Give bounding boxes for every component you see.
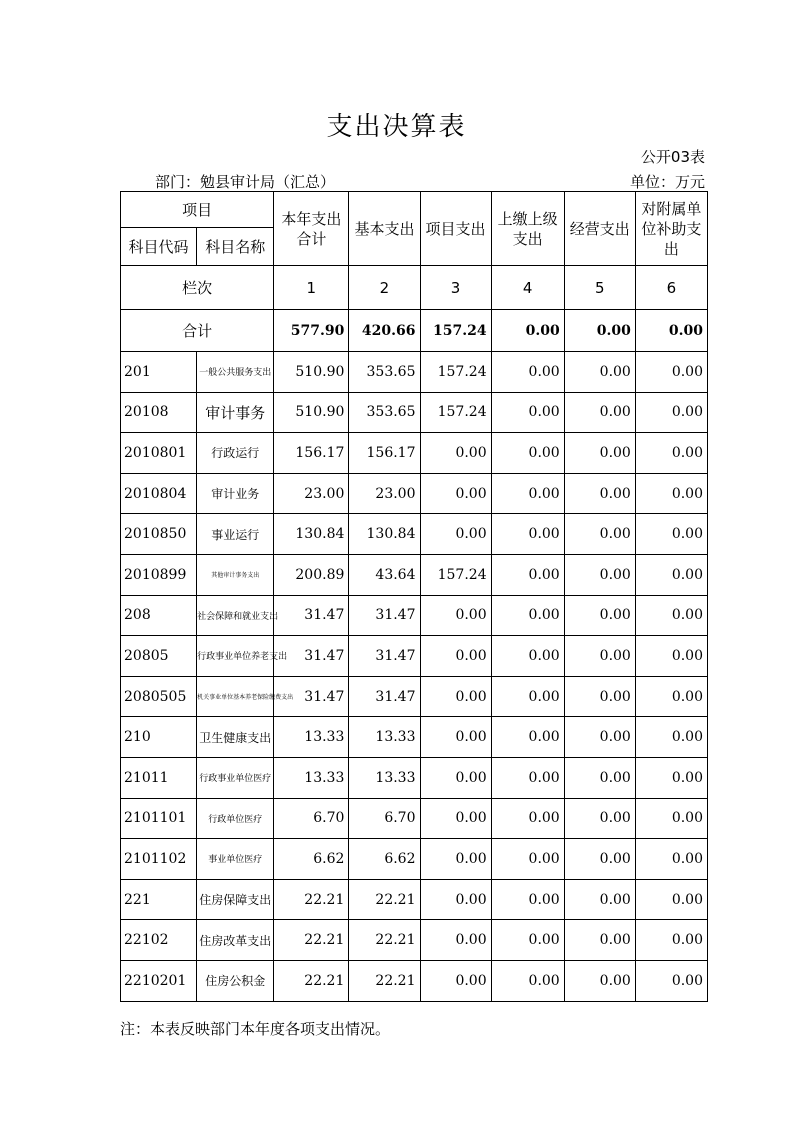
- table-row: [121, 433, 708, 474]
- department-label: 部门：勉县审计局（汇总）: [155, 173, 336, 191]
- column-index-cell: 1: [274, 266, 349, 310]
- amount-cell: 0.00: [635, 717, 707, 758]
- amount-cell: 0.00: [564, 879, 635, 920]
- amount-cell: 0.00: [420, 595, 491, 636]
- column-index-cell: 4: [491, 266, 564, 310]
- subject-name-cell: 行政事业单位医疗: [197, 757, 274, 798]
- subject-name-cell: 一般公共服务支出: [197, 352, 274, 393]
- amount-cell: 510.90: [274, 392, 349, 433]
- amount-cell: 200.89: [274, 554, 349, 595]
- header-col2: 基本支出: [349, 192, 420, 266]
- amount-cell: 130.84: [349, 514, 420, 555]
- amount-cell: 0.00: [491, 920, 564, 961]
- total-row: [121, 310, 708, 352]
- subject-code-cell: 2010899: [121, 554, 197, 595]
- header-item: 项目: [121, 192, 274, 228]
- amount-cell: 0.00: [635, 392, 707, 433]
- amount-cell: 6.62: [274, 839, 349, 880]
- table-row: [121, 554, 708, 595]
- total-cell: 157.24: [420, 310, 491, 352]
- amount-cell: 0.00: [420, 514, 491, 555]
- amount-cell: 0.00: [491, 960, 564, 1001]
- amount-cell: 31.47: [274, 676, 349, 717]
- subject-code-cell: 208: [121, 595, 197, 636]
- amount-cell: 0.00: [564, 554, 635, 595]
- amount-cell: 31.47: [349, 636, 420, 677]
- amount-cell: 0.00: [491, 757, 564, 798]
- amount-cell: 0.00: [491, 798, 564, 839]
- amount-cell: 130.84: [274, 514, 349, 555]
- form-number: 公开03表: [640, 148, 705, 166]
- amount-cell: 22.21: [349, 960, 420, 1001]
- amount-cell: 0.00: [491, 514, 564, 555]
- table-row: [121, 757, 708, 798]
- table-row: [121, 636, 708, 677]
- amount-cell: 0.00: [491, 839, 564, 880]
- amount-cell: 0.00: [564, 960, 635, 1001]
- amount-cell: 0.00: [491, 433, 564, 474]
- amount-cell: 0.00: [635, 554, 707, 595]
- amount-cell: 22.21: [349, 920, 420, 961]
- amount-cell: 0.00: [635, 352, 707, 393]
- amount-cell: 0.00: [564, 717, 635, 758]
- amount-cell: 31.47: [274, 595, 349, 636]
- amount-cell: 0.00: [420, 879, 491, 920]
- header-col3: 项目支出: [420, 192, 491, 266]
- amount-cell: 0.00: [564, 798, 635, 839]
- total-cell: 0.00: [635, 310, 707, 352]
- table-row: [121, 879, 708, 920]
- column-index-cell: 5: [564, 266, 635, 310]
- amount-cell: 0.00: [491, 595, 564, 636]
- amount-cell: 156.17: [349, 433, 420, 474]
- subject-code-cell: 22102: [121, 920, 197, 961]
- subject-name-cell: 审计事务: [197, 392, 274, 433]
- amount-cell: 0.00: [420, 960, 491, 1001]
- column-index-cell: 6: [635, 266, 707, 310]
- table-row: [121, 473, 708, 514]
- amount-cell: 0.00: [491, 473, 564, 514]
- subject-name-cell: 事业单位医疗: [197, 839, 274, 880]
- column-index-label: 栏次: [121, 266, 274, 310]
- amount-cell: 23.00: [274, 473, 349, 514]
- amount-cell: 0.00: [564, 920, 635, 961]
- subject-code-cell: 2101101: [121, 798, 197, 839]
- subject-name-cell: 事业运行: [197, 514, 274, 555]
- amount-cell: 22.21: [274, 920, 349, 961]
- amount-cell: 0.00: [635, 514, 707, 555]
- subject-code-cell: 20108: [121, 392, 197, 433]
- amount-cell: 0.00: [564, 636, 635, 677]
- amount-cell: 157.24: [420, 352, 491, 393]
- amount-cell: 353.65: [349, 392, 420, 433]
- amount-cell: 22.21: [274, 960, 349, 1001]
- amount-cell: 0.00: [564, 514, 635, 555]
- amount-cell: 22.21: [274, 879, 349, 920]
- subject-name-cell: 住房改革支出: [197, 920, 274, 961]
- amount-cell: 0.00: [420, 757, 491, 798]
- table-row: [121, 960, 708, 1001]
- subject-code-cell: 210: [121, 717, 197, 758]
- amount-cell: 43.64: [349, 554, 420, 595]
- column-index-cell: 2: [349, 266, 420, 310]
- amount-cell: 0.00: [491, 554, 564, 595]
- page-title: 支出决算表: [326, 112, 467, 142]
- amount-cell: 0.00: [564, 473, 635, 514]
- amount-cell: 0.00: [635, 676, 707, 717]
- subject-name-cell: 卫生健康支出: [197, 717, 274, 758]
- table-row: [121, 798, 708, 839]
- amount-cell: 0.00: [635, 920, 707, 961]
- amount-cell: 0.00: [635, 473, 707, 514]
- amount-cell: 0.00: [635, 433, 707, 474]
- amount-cell: 157.24: [420, 554, 491, 595]
- subject-code-cell: 2210201: [121, 960, 197, 1001]
- amount-cell: 31.47: [349, 676, 420, 717]
- table-row: [121, 839, 708, 880]
- amount-cell: 0.00: [564, 352, 635, 393]
- subject-name-cell: 住房保障支出: [197, 879, 274, 920]
- table-row: [121, 717, 708, 758]
- total-cell: 0.00: [491, 310, 564, 352]
- header-subject-name: 科目名称: [197, 228, 274, 266]
- amount-cell: 6.62: [349, 839, 420, 880]
- amount-cell: 0.00: [564, 595, 635, 636]
- expenditure-table: [120, 191, 708, 1002]
- subject-code-cell: 2010804: [121, 473, 197, 514]
- subject-code-cell: 21011: [121, 757, 197, 798]
- amount-cell: 0.00: [491, 879, 564, 920]
- amount-cell: 0.00: [635, 636, 707, 677]
- amount-cell: 0.00: [635, 757, 707, 798]
- amount-cell: 156.17: [274, 433, 349, 474]
- amount-cell: 6.70: [274, 798, 349, 839]
- amount-cell: 0.00: [420, 798, 491, 839]
- subject-code-cell: 201: [121, 352, 197, 393]
- amount-cell: 0.00: [635, 798, 707, 839]
- amount-cell: 31.47: [274, 636, 349, 677]
- subject-code-cell: 221: [121, 879, 197, 920]
- subject-name-cell: 机关事业单位基本养老保险缴费支出: [197, 676, 274, 717]
- subject-code-cell: 2010850: [121, 514, 197, 555]
- table-row: [121, 676, 708, 717]
- amount-cell: 0.00: [635, 960, 707, 1001]
- header-col6: 对附属单位补助支出: [635, 192, 707, 266]
- amount-cell: 510.90: [274, 352, 349, 393]
- amount-cell: 13.33: [349, 757, 420, 798]
- subject-name-cell: 其他审计事务支出: [197, 554, 274, 595]
- amount-cell: 13.33: [349, 717, 420, 758]
- amount-cell: 0.00: [420, 717, 491, 758]
- subject-code-cell: 2101102: [121, 839, 197, 880]
- amount-cell: 31.47: [349, 595, 420, 636]
- amount-cell: 0.00: [420, 839, 491, 880]
- amount-cell: 353.65: [349, 352, 420, 393]
- total-label: 合计: [121, 310, 274, 352]
- subject-name-cell: 行政运行: [197, 433, 274, 474]
- total-cell: 577.90: [274, 310, 349, 352]
- amount-cell: 0.00: [564, 676, 635, 717]
- subject-name-cell: 行政事业单位养老支出: [197, 636, 274, 677]
- subject-code-cell: 20805: [121, 636, 197, 677]
- amount-cell: 0.00: [420, 433, 491, 474]
- total-cell: 0.00: [564, 310, 635, 352]
- subject-name-cell: 审计业务: [197, 473, 274, 514]
- table-row: [121, 920, 708, 961]
- amount-cell: 0.00: [564, 839, 635, 880]
- unit-label: 单位：万元: [629, 173, 705, 191]
- subject-code-cell: 2080505: [121, 676, 197, 717]
- amount-cell: 0.00: [564, 757, 635, 798]
- amount-cell: 0.00: [420, 676, 491, 717]
- table-row: [121, 514, 708, 555]
- subject-name-cell: 住房公积金: [197, 960, 274, 1001]
- header-col1: 本年支出合计: [274, 192, 349, 266]
- amount-cell: 157.24: [420, 392, 491, 433]
- amount-cell: 0.00: [635, 595, 707, 636]
- amount-cell: 0.00: [420, 636, 491, 677]
- subject-code-cell: 2010801: [121, 433, 197, 474]
- amount-cell: 0.00: [491, 352, 564, 393]
- amount-cell: 0.00: [420, 920, 491, 961]
- table-row: [121, 392, 708, 433]
- subject-name-cell: 社会保障和就业支出: [197, 595, 274, 636]
- footnote: 注：本表反映部门本年度各项支出情况。: [120, 1020, 391, 1038]
- total-cell: 420.66: [349, 310, 420, 352]
- amount-cell: 0.00: [564, 433, 635, 474]
- header-subject-code: 科目代码: [121, 228, 197, 266]
- table-row: [121, 352, 708, 393]
- amount-cell: 0.00: [635, 879, 707, 920]
- amount-cell: 13.33: [274, 717, 349, 758]
- column-index-cell: 3: [420, 266, 491, 310]
- amount-cell: 0.00: [420, 473, 491, 514]
- header-col5: 经营支出: [564, 192, 635, 266]
- amount-cell: 0.00: [635, 839, 707, 880]
- table-row: [121, 595, 708, 636]
- amount-cell: 6.70: [349, 798, 420, 839]
- amount-cell: 0.00: [491, 636, 564, 677]
- amount-cell: 13.33: [274, 757, 349, 798]
- amount-cell: 23.00: [349, 473, 420, 514]
- amount-cell: 22.21: [349, 879, 420, 920]
- amount-cell: 0.00: [491, 392, 564, 433]
- amount-cell: 0.00: [491, 717, 564, 758]
- column-index-row: [121, 266, 708, 310]
- header-col4: 上缴上级支出: [491, 192, 564, 266]
- subject-name-cell: 行政单位医疗: [197, 798, 274, 839]
- amount-cell: 0.00: [491, 676, 564, 717]
- amount-cell: 0.00: [564, 392, 635, 433]
